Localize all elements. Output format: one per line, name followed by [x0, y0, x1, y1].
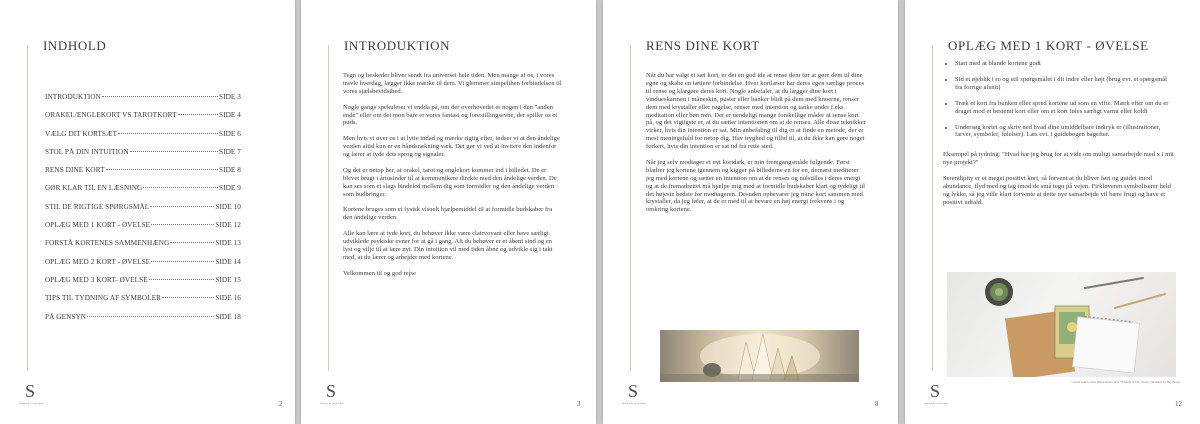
paragraph: Alle kan lære at tyde kort, du behøver ikke være clairvoyant eller have særligt udviklede psykiske evner for at gå i gang. Alt du behøver er et åbent sind og en lyst og vilje til at lære nyt. Din intuition vil med tiden åbne og udvikle sig i takt med, at du lærer og arbejder med kortene. [343, 230, 553, 261]
page-cleanse-cards [603, 0, 898, 424]
toc-entry[interactable]: STIL DE RIGTIGE SPØRGSMÅL SIDE 10 [45, 202, 241, 211]
margin-rule [932, 45, 933, 371]
brand-logo: S Spirituelle fællesskab [19, 381, 43, 405]
toc-entry[interactable]: RENS DINE KORT SIDE 8 [45, 166, 241, 175]
page-title: RENS DINE KORT [646, 38, 760, 53]
paragraph: Når du har valgt et sæt kort, er det en god ide at rense dem før at gøre dem til dine egne og skabe en tættere forbindelse. Hver kortlæser har deres egen særlige proces til rense og klargøre deres kort. Nogle anbefaler, at du lægger dine kort i vindueskarmen i måneskin, puster eller banker blidt på dem med knoerne, renser dem med krystaller eller røgelse, renser med intention og tanke under f.eks meditation eller bøn mm. Der er uendeligt mange forskellige måder at rense kort på, og det vigtigste er, at du sætter intentionen om at de renses. Alle disse teknikker virker, hvis din intention er sat. Min anbefaling til dig er at finde en metode, der er mest meningsfuld for netop dig. Hav tryghed og tillid til, at du ikke kan gøre noget forkert, hvis din intention er sat ud fra rette sted. [646, 72, 866, 151]
page-contents [0, 0, 295, 424]
toc-entry[interactable]: OPLÆG MED 3 KORT- ØVELSE SIDE 15 [45, 275, 241, 284]
page-introduction [301, 0, 596, 424]
page-number: 8 [875, 400, 879, 408]
margin-rule [328, 45, 329, 371]
paragraph: Og det er netop her, at orakel, tarot og englekort kommer ind i billedet. De er blevet brugt i årtusinder til at kommunikere direkte med den åndelige verden. De kan ses som et slags bindeled mellem dig som formidler og den åndelige verden som budbringer. [343, 166, 557, 198]
brand-logo: S Spirituelle fællesskab [924, 381, 948, 405]
body-text [646, 72, 866, 222]
toc-entry[interactable]: STOL PÅ DIN INTUITION SIDE 7 [45, 147, 241, 156]
margin-rule [27, 45, 28, 371]
paragraph: Tegn og beskeder bliver sendt fra universet hele tiden. Men mange af os, i vores travle hverdag, lægger ikke mærke til dem. Vi glemmer simpelthen forbindelsen til vores sjælsbevidsthed. [343, 72, 562, 95]
paragraph: Velkommen til og god rejse [343, 269, 416, 277]
desk-illustration [947, 272, 1176, 377]
page-title: INTRODUKTION [344, 38, 451, 53]
margin-rule [630, 45, 631, 371]
body-text [343, 72, 563, 285]
table-of-contents [45, 93, 241, 331]
toc-entry[interactable]: OPLÆG MED 2 KORT - ØVELSE SIDE 14 [45, 257, 241, 266]
paragraph: Men hvis vi øver os i at lytte indad og mærke rigtig efter, indser vi at den åndelige verden altid kun er en håndsrækning væk. Det gør vi ved at invitere den indenfor og lærer at tyde dets sprog og signaler. [343, 135, 560, 159]
toc-entry[interactable]: VÆLG DIT KORTSÆT SIDE 6 [45, 129, 241, 138]
list-item: • Undersøg kortet og skriv ned hvad dine umiddelbare indtryk er (illustrationer, farver, symboler, følelser). Læs evt. i guidebogen bagefter. [955, 124, 1175, 140]
crystals-illustration [660, 330, 859, 382]
toc-entry[interactable]: ORAKEL/ENGLEKORT VS TAROTKORT SIDE 4 [45, 111, 241, 120]
toc-entry[interactable]: GØR KLAR TIL EN LÆSNING SIDE 9 [45, 184, 241, 193]
exercise-steps [943, 60, 1175, 139]
page-title: INDHOLD [43, 38, 107, 53]
paragraph: Eksempel på tydning: "Hvad har jeg brug for at vide om muligt samarbejde med x i mit nye projekt?" [943, 151, 1174, 167]
toc-entry[interactable]: FORSTÅ KORTENES SAMMENHÆNG SIDE 13 [45, 239, 241, 248]
page-one-card-exercise [905, 0, 1200, 424]
page-number: 2 [279, 400, 283, 408]
crystals-photo [660, 330, 859, 382]
paragraph: Serendipity er et meget positivt kort, så forvent at du bliver ført og guidet imod abundance, flyd med og tag imod de små tegn på vejen. Firkløveren symboliserer held og lykke, så jeg ville klart forvente at dette nye samarbejde vil bære frugt og have et positivt udfald. [943, 175, 1171, 206]
toc-entry[interactable]: PÅ GENSYN SIDE 18 [45, 312, 241, 321]
brand-logo: S Spirituelle fællesskab [320, 381, 344, 405]
toc-entry[interactable]: OPLÆG MED 1 KORT - ØVELSE SIDE 12 [45, 221, 241, 230]
page-number: 12 [1175, 400, 1182, 408]
list-item: • Sid et øjeblik i ro og stil spørgsmålet i dit indre eller højt (brug evt. et spørgsmål fra forrige afsnit) [955, 76, 1175, 92]
list-item: • Træk et kort fra bunken eller spred kortene ud som en vifte. Mærk efter om du er draget mod et bestemt kort eller om et kort føles særligt varmt eller koldt [955, 100, 1175, 116]
paragraph: Når jeg selv modtager et nyt kortdæk, er min fremgangsmåde følgende. Først bladrer jeg kortene igennem og kigger på billederne en for en, dernæst mediterer jeg med kortene og sætter en intention om at de renses og nulstilles i deres energi og at de fremadrettet må hjælpe mig med at formidle budskaber klart og tydeligt til det højeste bedste for modtageren. Desuden opbevarer jeg mine kort sammen med krystaller, da jeg føler, at de er med til at bevare en høj energi frekvens i og omkring kortene. [646, 158, 865, 214]
toc-entry[interactable]: INTRODUKTION SIDE 3 [45, 93, 241, 101]
toc-entry[interactable]: TIPS TIL TYDNING AF SYMBOLER SIDE 16 [45, 294, 241, 303]
brand-logo: S Spirituelle fællesskab [622, 381, 646, 405]
desk-photo [947, 272, 1176, 377]
body-text [943, 60, 1175, 215]
list-item: • Start med at blande kortene godt [955, 60, 1175, 68]
image-caption: Card is from Colette Baron-Reid's deck "Wisdom of The Oracle" published by Hay House [1071, 380, 1180, 384]
page-title: OPLÆG MED 1 KORT - ØVELSE [948, 38, 1149, 53]
paragraph: Nogle gange spekulerer vi endda på, om der overhovedet er nogen i den "anden ende" eller om det mon bare er vores fantasi og forestillingsevne, der spiller os et puds. [343, 103, 558, 127]
page-number: 3 [577, 400, 581, 408]
paragraph: Kortene bruges som et fysisk visuelt hjælpemiddel til at formidle budskaber fra den åndelige verden. [343, 206, 553, 222]
